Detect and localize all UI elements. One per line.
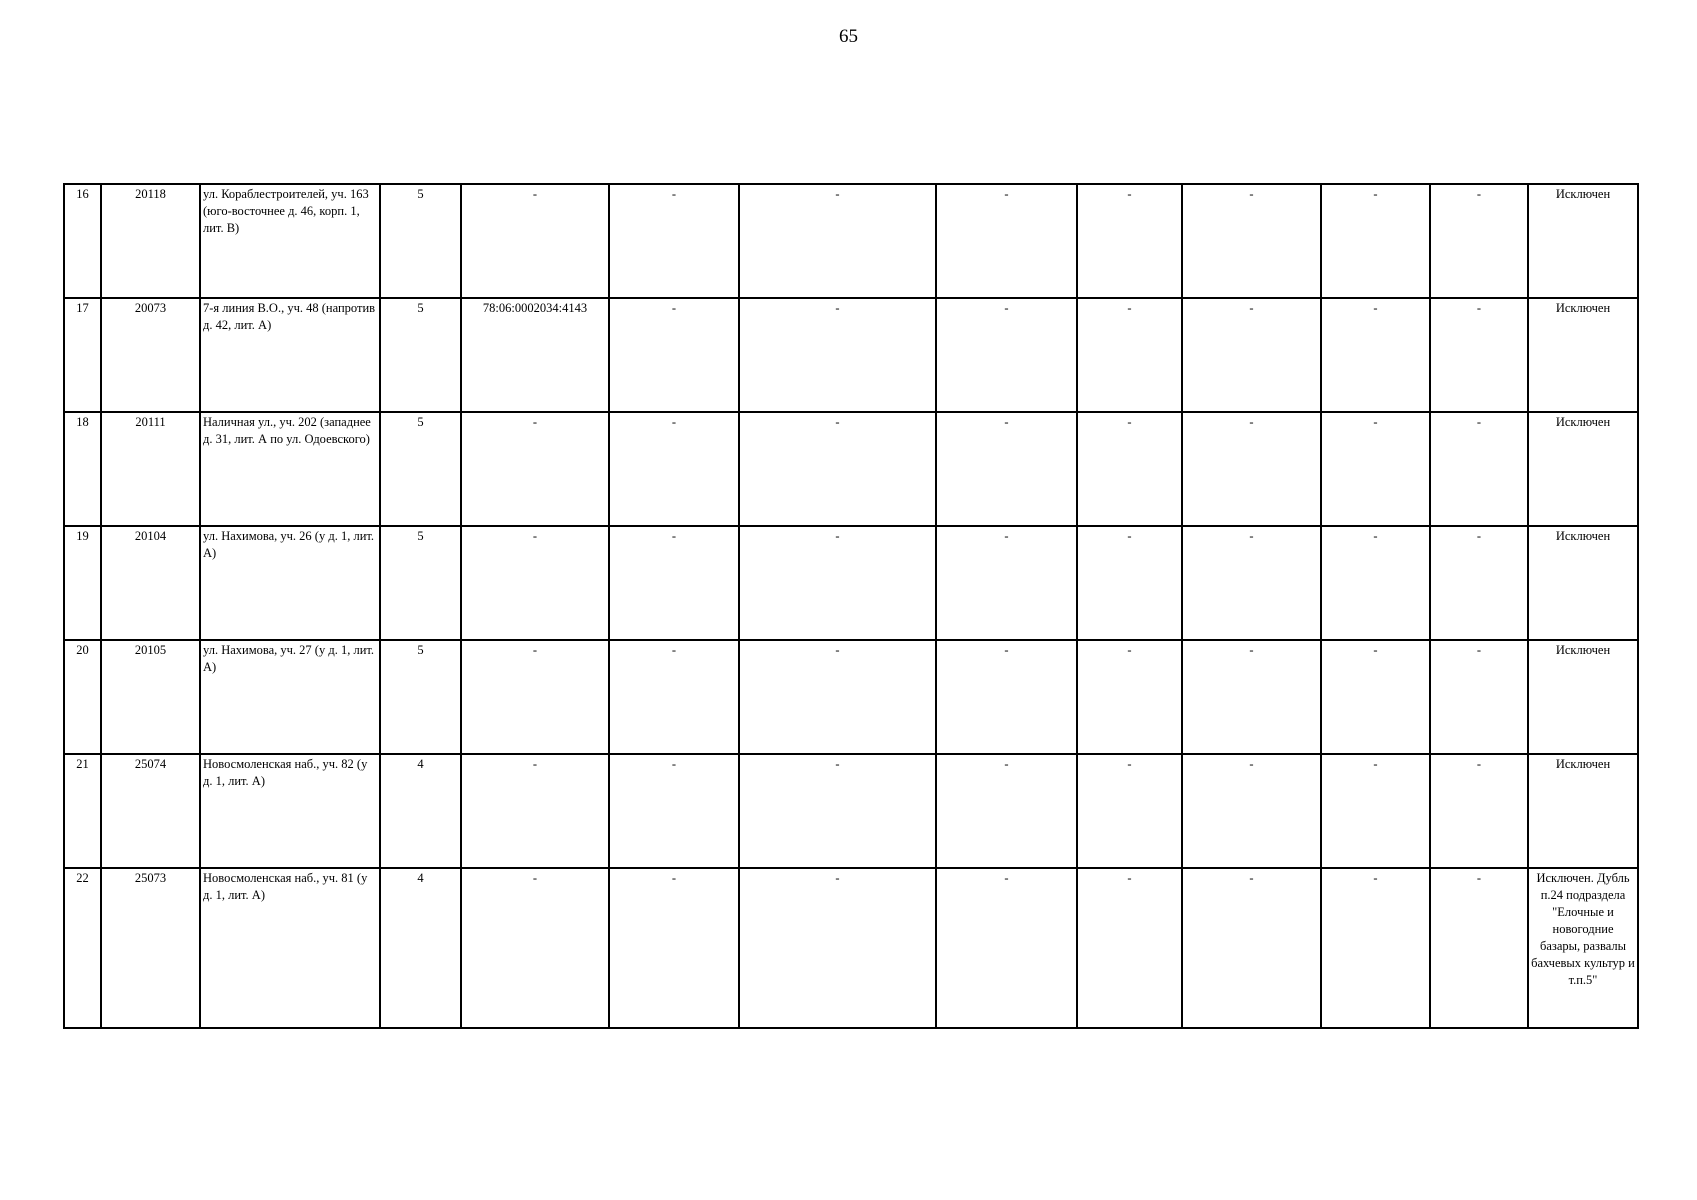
cell-col12: -: [1430, 640, 1528, 754]
cell-col9: -: [1077, 640, 1182, 754]
cell-address: 7-я линия В.О., уч. 48 (напротив д. 42, лит. А): [200, 298, 380, 412]
cell-row-number: 19: [64, 526, 101, 640]
cell-col6: -: [609, 412, 739, 526]
cell-col8: -: [936, 754, 1077, 868]
cell-col7: -: [739, 412, 936, 526]
table-row: [64, 754, 1638, 868]
cell-code: 20105: [101, 640, 200, 754]
cell-cadastral: -: [461, 184, 609, 298]
cell-col10: -: [1182, 298, 1321, 412]
cell-cadastral: -: [461, 754, 609, 868]
cell-row-number: 16: [64, 184, 101, 298]
cell-value: 5: [380, 640, 461, 754]
cell-value: 4: [380, 754, 461, 868]
cell-col11: -: [1321, 868, 1430, 1028]
cell-value: 5: [380, 184, 461, 298]
cell-code: 25074: [101, 754, 200, 868]
cell-col12: -: [1430, 298, 1528, 412]
cell-note: Исключен: [1528, 640, 1638, 754]
cell-row-number: 20: [64, 640, 101, 754]
cell-col7: -: [739, 754, 936, 868]
table-row: [64, 298, 1638, 412]
cell-code: 20073: [101, 298, 200, 412]
cell-address: Новосмоленская наб., уч. 81 (у д. 1, лит. А): [200, 868, 380, 1028]
cell-cadastral: -: [461, 526, 609, 640]
cell-row-number: 18: [64, 412, 101, 526]
cell-col8: -: [936, 412, 1077, 526]
cell-col9: -: [1077, 298, 1182, 412]
cell-code: 20111: [101, 412, 200, 526]
cell-col8: -: [936, 640, 1077, 754]
registry-table: [63, 183, 1639, 1029]
cell-col10: -: [1182, 412, 1321, 526]
cell-col11: -: [1321, 640, 1430, 754]
cell-col6: -: [609, 754, 739, 868]
cell-note: Исключен: [1528, 184, 1638, 298]
cell-col9: -: [1077, 184, 1182, 298]
cell-col10: -: [1182, 640, 1321, 754]
cell-col11: -: [1321, 412, 1430, 526]
cell-address: ул. Нахимова, уч. 26 (у д. 1, лит. А): [200, 526, 380, 640]
cell-col7: -: [739, 640, 936, 754]
cell-col9: -: [1077, 754, 1182, 868]
cell-cadastral: -: [461, 412, 609, 526]
cell-note: Исключен: [1528, 298, 1638, 412]
cell-cadastral: -: [461, 640, 609, 754]
cell-cadastral: 78:06:0002034:4143: [461, 298, 609, 412]
cell-col8: -: [936, 184, 1077, 298]
cell-col7: -: [739, 184, 936, 298]
cell-col6: -: [609, 298, 739, 412]
cell-col12: -: [1430, 526, 1528, 640]
cell-code: 20118: [101, 184, 200, 298]
table-row: [64, 868, 1638, 1028]
table-row: [64, 412, 1638, 526]
cell-col7: -: [739, 868, 936, 1028]
cell-col9: -: [1077, 412, 1182, 526]
cell-col11: -: [1321, 298, 1430, 412]
cell-col12: -: [1430, 412, 1528, 526]
cell-note: Исключен: [1528, 412, 1638, 526]
cell-col7: -: [739, 298, 936, 412]
cell-code: 20104: [101, 526, 200, 640]
cell-col10: -: [1182, 526, 1321, 640]
cell-address: Наличная ул., уч. 202 (западнее д. 31, лит. А по ул. Одоевского): [200, 412, 380, 526]
cell-code: 25073: [101, 868, 200, 1028]
cell-col9: -: [1077, 868, 1182, 1028]
cell-col8: -: [936, 298, 1077, 412]
cell-col12: -: [1430, 184, 1528, 298]
cell-row-number: 17: [64, 298, 101, 412]
cell-value: 5: [380, 526, 461, 640]
cell-row-number: 21: [64, 754, 101, 868]
page-number: 65: [839, 26, 858, 47]
cell-col10: -: [1182, 868, 1321, 1028]
cell-note: Исключен. Дубль п.24 подраздела "Елочные и новогодние базары, развалы бахчевых культур и т.п.5": [1528, 868, 1638, 1028]
table-row: [64, 184, 1638, 298]
cell-col10: -: [1182, 754, 1321, 868]
cell-value: 4: [380, 868, 461, 1028]
cell-col8: -: [936, 526, 1077, 640]
cell-col6: -: [609, 640, 739, 754]
cell-address: Новосмоленская наб., уч. 82 (у д. 1, лит. А): [200, 754, 380, 868]
table-row: [64, 526, 1638, 640]
cell-col8: -: [936, 868, 1077, 1028]
cell-col6: -: [609, 526, 739, 640]
cell-col7: -: [739, 526, 936, 640]
cell-value: 5: [380, 298, 461, 412]
cell-note: Исключен: [1528, 754, 1638, 868]
cell-col11: -: [1321, 526, 1430, 640]
cell-col11: -: [1321, 754, 1430, 868]
table-row: [64, 640, 1638, 754]
cell-col6: -: [609, 184, 739, 298]
cell-note: Исключен: [1528, 526, 1638, 640]
cell-address: ул. Нахимова, уч. 27 (у д. 1, лит. А): [200, 640, 380, 754]
cell-col12: -: [1430, 754, 1528, 868]
cell-address: ул. Кораблестроителей, уч. 163 (юго-восточнее д. 46, корп. 1, лит. В): [200, 184, 380, 298]
cell-col11: -: [1321, 184, 1430, 298]
cell-cadastral: -: [461, 868, 609, 1028]
cell-col10: -: [1182, 184, 1321, 298]
cell-value: 5: [380, 412, 461, 526]
cell-col9: -: [1077, 526, 1182, 640]
cell-col12: -: [1430, 868, 1528, 1028]
cell-row-number: 22: [64, 868, 101, 1028]
cell-col6: -: [609, 868, 739, 1028]
